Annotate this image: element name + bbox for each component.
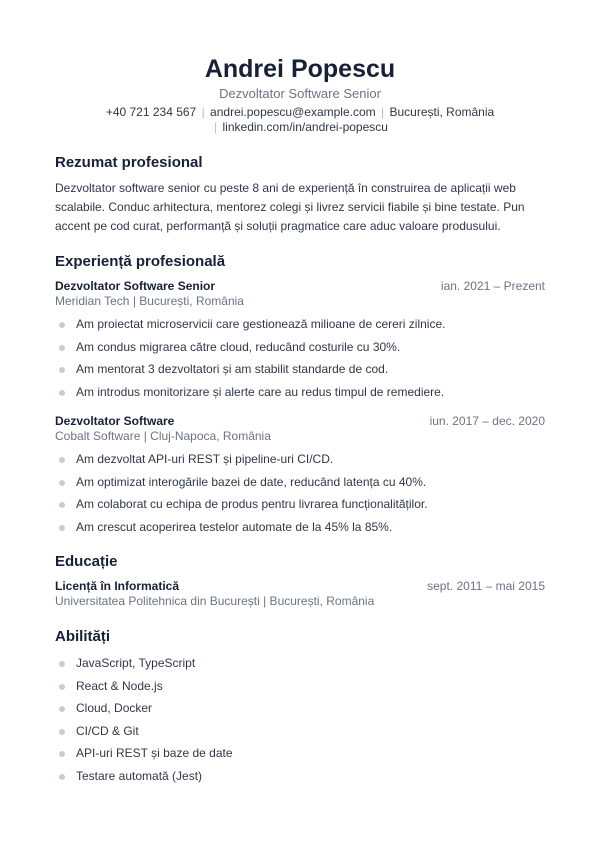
list-item: API-uri REST și baze de date: [55, 742, 545, 765]
job-entry: [55, 414, 545, 538]
list-item: Am colaborat cu echipa de produs pentru livrarea funcționalităților.: [55, 493, 545, 516]
job-organization: Meridian Tech | București, România: [55, 294, 244, 308]
education-entry: [55, 579, 545, 609]
skills-section: [55, 627, 545, 787]
job-bullets: [55, 448, 545, 538]
separator: |: [381, 105, 385, 119]
education-dates: sept. 2011 – mai 2015: [427, 579, 545, 593]
degree-title: Licență în Informatică: [55, 579, 180, 593]
job-title: Dezvoltator Software Senior: [55, 279, 216, 293]
list-item: Am condus migrarea către cloud, reducând costurile cu 30%.: [55, 336, 545, 359]
job-bullets: [55, 313, 545, 403]
job-organization: Cobalt Software | Cluj-Napoca, România: [55, 429, 271, 443]
list-item: Testare automată (Jest): [55, 765, 545, 788]
list-item: Am crescut acoperirea testelor automate de la 45% la 85%.: [55, 516, 545, 539]
section-title: Educație: [55, 553, 118, 570]
section-title: Experiență profesională: [55, 253, 226, 270]
separator: |: [214, 120, 218, 134]
school-name: Universitatea Politehnica din București | București, România: [55, 594, 375, 608]
job-entry: [55, 279, 545, 403]
list-item: Am introdus monitorizare și alerte care au redus timpul de remediere.: [55, 381, 545, 404]
list-item: React & Node.js: [55, 675, 545, 698]
list-item: Am dezvoltat API-uri REST și pipeline-uri CI/CD.: [55, 448, 545, 471]
phone-number: +40 721 234 567: [105, 105, 197, 119]
education-header: [55, 579, 545, 594]
candidate-role: Dezvoltator Software Senior: [219, 86, 381, 101]
email-address: andrei.popescu@example.com: [210, 105, 376, 119]
summary-section: [55, 153, 545, 236]
resume-header: [55, 0, 545, 135]
list-item: JavaScript, TypeScript: [55, 652, 545, 675]
job-header: [55, 414, 545, 429]
experience-section: [55, 252, 545, 538]
list-item: CI/CD & Git: [55, 720, 545, 743]
education-section: [55, 552, 545, 609]
skills-list: [55, 652, 545, 787]
contact-line: [55, 105, 545, 135]
list-item: Am mentorat 3 dezvoltatori și am stabilit standarde de cod.: [55, 358, 545, 381]
job-title: Dezvoltator Software: [55, 414, 175, 428]
job-dates: iun. 2017 – dec. 2020: [429, 414, 545, 428]
section-title: Abilități: [55, 628, 110, 645]
job-dates: ian. 2021 – Prezent: [440, 279, 545, 293]
summary-text: Dezvoltator software senior cu peste 8 ani de experiență în construirea de aplicații web scalabile. Conduc arhitectura, mentorez colegi și livrez servicii fiabile și bine testate. Pun accent pe cod curat, performanță și soluții pragmatice care aduc valoare produsului.: [55, 181, 525, 233]
job-header: [55, 279, 545, 294]
list-item: Am proiectat microservicii care gestionează milioane de cereri zilnice.: [55, 313, 545, 336]
candidate-name: Andrei Popescu: [204, 55, 396, 83]
list-item: Cloud, Docker: [55, 697, 545, 720]
location: București, România: [389, 105, 495, 119]
list-item: Am optimizat interogările bazei de date, reducând latența cu 40%.: [55, 471, 545, 494]
linkedin-url: linkedin.com/in/andrei-popescu: [222, 120, 388, 134]
section-title: Rezumat profesional: [55, 154, 203, 171]
separator: |: [201, 105, 205, 119]
